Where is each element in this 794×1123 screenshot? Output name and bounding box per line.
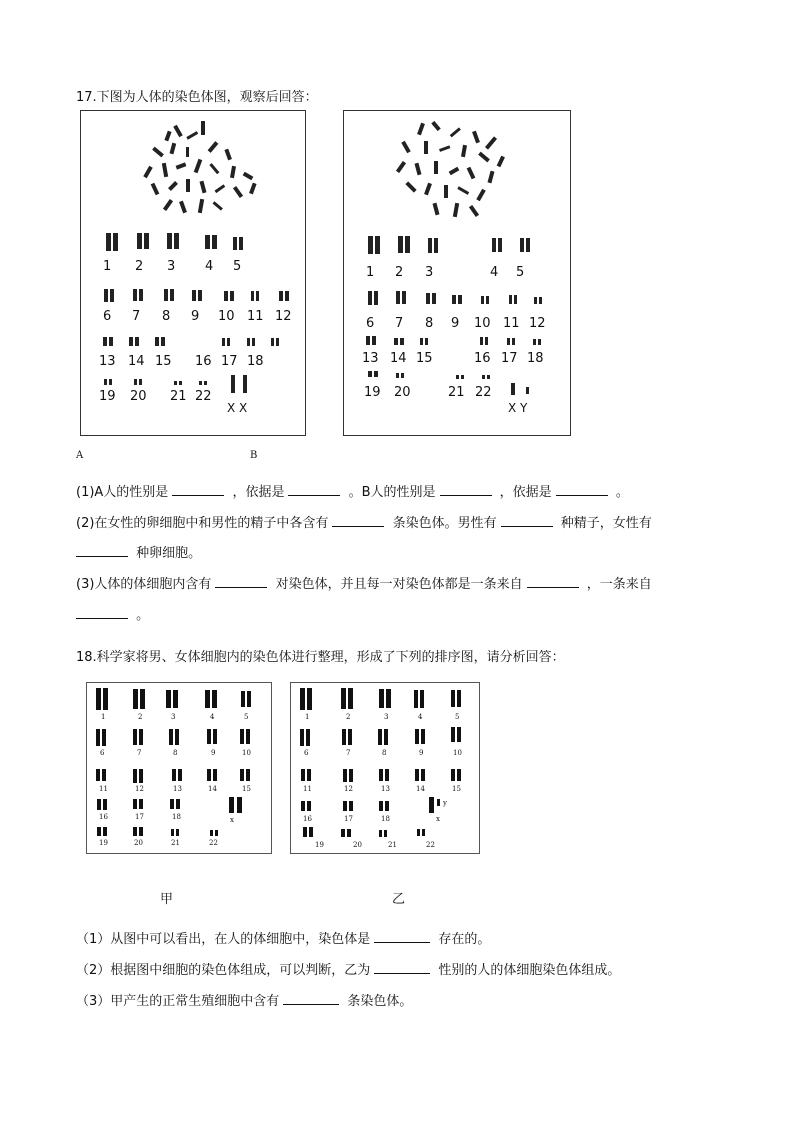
jia-label-16: 16 — [99, 813, 108, 821]
karyotype-b-label-4: 4 — [490, 265, 499, 280]
q18-blank-count[interactable] — [283, 992, 339, 1005]
yi-label-19: 19 — [315, 841, 324, 849]
karyotype-jia-marks — [87, 683, 273, 855]
karyotype-b-label-3: 3 — [425, 265, 434, 280]
karyotype-figure-b — [343, 110, 571, 436]
karyotype-b-label-16: 16 — [474, 351, 491, 366]
jia-label-20: 20 — [134, 839, 143, 847]
q17-line-4: (3)人体的体细胞内含有 对染色体，并且每一对染色体都是一条来自 ，一条来自 — [76, 577, 652, 592]
jia-label-19: 19 — [99, 839, 108, 847]
karyotype-a-label-5: 5 — [233, 259, 242, 274]
jia-label-10: 10 — [242, 749, 251, 757]
figure-b-label: B — [250, 450, 258, 461]
jia-label-18: 18 — [172, 813, 181, 821]
karyotype-a-label-14: 14 — [128, 354, 145, 369]
question-17-title: 17.下图为人体的染色体图，观察后回答： — [76, 90, 318, 105]
q17-line-2: (2)在女性的卵细胞中和男性的精子中各含有 条染色体。男性有 种精子，女性有 — [76, 516, 652, 531]
karyotype-a-label-20: 20 — [130, 389, 147, 404]
yi-label-2: 2 — [346, 713, 351, 721]
karyotype-b-label-7: 7 — [395, 316, 404, 331]
yi-label-7: 7 — [346, 749, 351, 757]
jia-label-17: 17 — [135, 813, 144, 821]
yi-label-8: 8 — [382, 749, 387, 757]
karyotype-yi-marks — [291, 683, 481, 855]
karyotype-a-label-8: 8 — [162, 309, 171, 324]
karyotype-b-label-19: 19 — [364, 385, 381, 400]
q17-blank-from-2[interactable] — [76, 606, 128, 619]
karyotype-a-label-16: 16 — [195, 354, 212, 369]
karyotype-figure-a — [80, 110, 306, 436]
yi-label-9: 9 — [419, 749, 424, 757]
q18-blank-pairs[interactable] — [374, 930, 430, 943]
karyotype-b-label-11: 11 — [503, 316, 520, 331]
figure-jia-label: 甲 — [160, 892, 174, 907]
yi-label-4: 4 — [418, 713, 423, 721]
karyotype-b-label-15: 15 — [416, 351, 433, 366]
yi-label-22: 22 — [426, 841, 435, 849]
karyotype-a-label-1: 1 — [103, 259, 112, 274]
karyotype-b-label-10: 10 — [474, 316, 491, 331]
q18-line-1: （1）从图中可以看出，在人的体细胞中，染色体是 存在的。 — [76, 932, 491, 947]
yi-label-20: 20 — [353, 841, 362, 849]
q17-blank-egg-types[interactable] — [76, 544, 128, 557]
karyotype-b-label-6: 6 — [366, 316, 375, 331]
karyotype-b-label-8: 8 — [425, 316, 434, 331]
yi-label-18: 18 — [381, 815, 390, 823]
karyotype-b-label-12: 12 — [529, 316, 546, 331]
karyotype-a-label-19: 19 — [99, 389, 116, 404]
karyotype-a-label-2: 2 — [135, 259, 144, 274]
q17-blank-a-basis[interactable] — [288, 483, 340, 496]
karyotype-a-label-sex: X X — [227, 401, 248, 415]
jia-label-12: 12 — [135, 785, 144, 793]
yi-label-6: 6 — [304, 749, 309, 757]
jia-label-1: 1 — [101, 713, 106, 721]
yi-label-x: x — [436, 815, 440, 823]
karyotype-a-label-13: 13 — [99, 354, 116, 369]
karyotype-a-label-12: 12 — [275, 309, 292, 324]
jia-label-3: 3 — [171, 713, 176, 721]
karyotype-b-label-14: 14 — [390, 351, 407, 366]
q17-blank-sperm-types[interactable] — [501, 514, 553, 527]
karyotype-figure-jia — [86, 682, 272, 854]
karyotype-figure-yi — [290, 682, 480, 854]
jia-label-5: 5 — [244, 713, 249, 721]
karyotype-a-label-4: 4 — [205, 259, 214, 274]
karyotype-a-label-21: 21 — [170, 389, 187, 404]
karyotype-b-label-20: 20 — [394, 385, 411, 400]
yi-label-21: 21 — [388, 841, 397, 849]
q18-line-3: （3）甲产生的正常生殖细胞中含有 条染色体。 — [76, 994, 413, 1009]
karyotype-b-label-17: 17 — [501, 351, 518, 366]
jia-label-x: x — [230, 816, 234, 824]
jia-label-4: 4 — [210, 713, 215, 721]
yi-label-5: 5 — [455, 713, 460, 721]
karyotype-b-label-sex: X Y — [508, 401, 528, 415]
karyotype-b-label-13: 13 — [362, 351, 379, 366]
yi-label-3: 3 — [384, 713, 389, 721]
yi-label-17: 17 — [344, 815, 353, 823]
yi-label-y: y — [443, 799, 447, 807]
jia-label-11: 11 — [99, 785, 108, 793]
karyotype-b-label-18: 18 — [527, 351, 544, 366]
karyotype-a-label-7: 7 — [132, 309, 141, 324]
q17-blank-b-basis[interactable] — [556, 483, 608, 496]
jia-label-13: 13 — [173, 785, 182, 793]
yi-label-10: 10 — [453, 749, 462, 757]
yi-label-14: 14 — [416, 785, 425, 793]
yi-label-13: 13 — [381, 785, 390, 793]
karyotype-b-label-1: 1 — [366, 265, 375, 280]
jia-label-22: 22 — [209, 839, 218, 847]
yi-label-12: 12 — [344, 785, 353, 793]
karyotype-a-label-9: 9 — [191, 309, 200, 324]
karyotype-a-label-17: 17 — [221, 354, 238, 369]
q17-line-3: 种卵细胞。 — [76, 542, 201, 561]
karyotype-a-label-3: 3 — [167, 259, 176, 274]
yi-label-15: 15 — [452, 785, 461, 793]
karyotype-a-label-6: 6 — [103, 309, 112, 324]
q17-line-5: 。 — [76, 604, 149, 623]
karyotype-b-label-21: 21 — [448, 385, 465, 400]
karyotype-a-label-18: 18 — [247, 354, 264, 369]
jia-label-2: 2 — [138, 713, 143, 721]
q17-blank-a-sex[interactable] — [172, 483, 224, 496]
q18-blank-sex[interactable] — [374, 961, 430, 974]
q17-line-1: (1)A人的性别是 ，依据是 。B人的性别是 ，依据是 。 — [76, 485, 629, 500]
q17-blank-gamete-count[interactable] — [332, 514, 384, 527]
jia-label-21: 21 — [171, 839, 180, 847]
jia-label-14: 14 — [208, 785, 217, 793]
karyotype-a-label-22: 22 — [195, 389, 212, 404]
question-18-title: 18.科学家将男、女体细胞内的染色体进行整理，形成了下列的排序图，请分析回答： — [76, 650, 565, 665]
karyotype-b-label-2: 2 — [395, 265, 404, 280]
karyotype-a-label-15: 15 — [155, 354, 172, 369]
q17-blank-from-1[interactable] — [527, 575, 579, 588]
karyotype-b-label-9: 9 — [451, 316, 460, 331]
jia-label-9: 9 — [211, 749, 216, 757]
figure-yi-label: 乙 — [392, 892, 406, 907]
jia-label-7: 7 — [137, 749, 142, 757]
jia-label-6: 6 — [100, 749, 105, 757]
figure-a-label: A — [76, 450, 84, 461]
yi-label-1: 1 — [305, 713, 310, 721]
karyotype-b-label-5: 5 — [516, 265, 525, 280]
karyotype-a-label-11: 11 — [247, 309, 264, 324]
q18-line-2: （2）根据图中细胞的染色体组成，可以判断，乙为 性别的人的体细胞染色体组成。 — [76, 963, 621, 978]
jia-label-15: 15 — [242, 785, 251, 793]
karyotype-b-label-22: 22 — [475, 385, 492, 400]
q17-blank-b-sex[interactable] — [440, 483, 492, 496]
yi-label-11: 11 — [303, 785, 312, 793]
jia-label-8: 8 — [173, 749, 178, 757]
q17-blank-pairs[interactable] — [215, 575, 267, 588]
karyotype-a-label-10: 10 — [218, 309, 235, 324]
yi-label-16: 16 — [303, 815, 312, 823]
